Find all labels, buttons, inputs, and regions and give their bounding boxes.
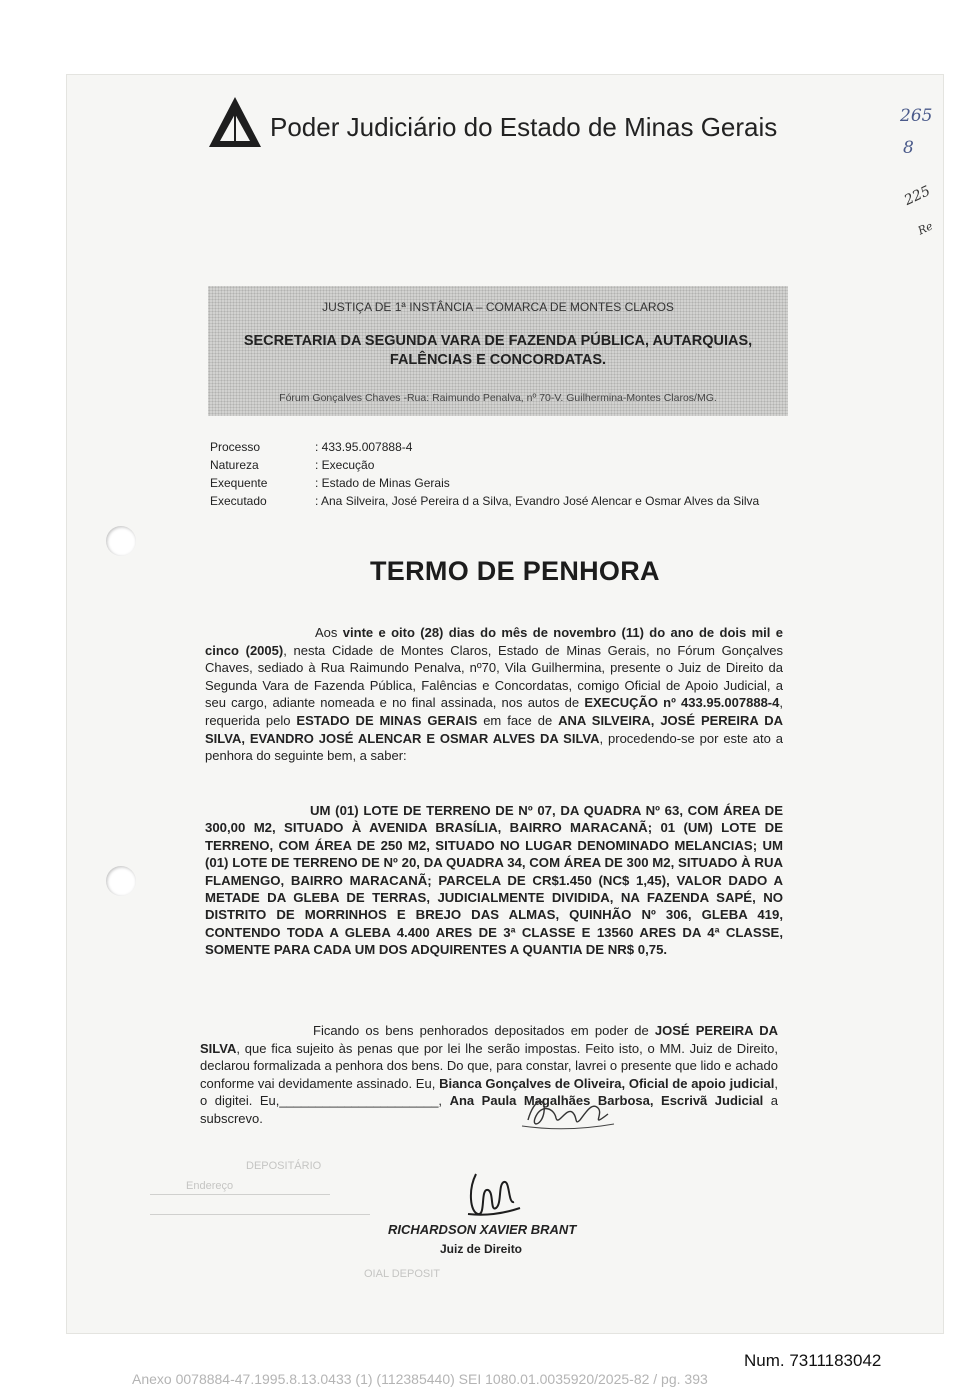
case-info-value: : Execução — [315, 458, 375, 472]
handwritten-initials: Re — [915, 219, 935, 238]
case-info-row — [210, 476, 810, 494]
case-info-row — [210, 440, 810, 458]
banner-address: Fórum Gonçalves Chaves -Rua: Raimundo Penalva, nº 70-V. Guilhermina-Montes Claros/MG. — [279, 392, 717, 404]
handwritten-sheet-number: 225 — [901, 183, 933, 209]
judge-name: RICHARDSON XAVIER BRANT — [388, 1222, 577, 1237]
handwritten-mark: 8 — [903, 138, 914, 158]
court-logo-icon — [206, 94, 264, 150]
paragraph-closing — [200, 1022, 778, 1128]
case-info-label: Executado — [210, 494, 267, 508]
judge-signature-icon — [458, 1168, 524, 1220]
paragraph-property-description: UM (01) LOTE DE TERRENO DE Nº 07, DA QUADRA Nº 63, COM ÁREA DE 300,00 M2, SITUADO À AVENIDA BRASÍLIA, BAIRRO MARACANÃ; 01 (UM) LOTE DE TERRENO, COM ÁREA DE 250 M2, SITUADO NO LUGAR DENOMINADO MELANCIAS; UM (01) LOTE DE TERRENO DE Nº 20, DA QUADRA 34, COM ÁREA DE 300 M2, SITUADO À RUA FLAMENGO, BAIRRO MARACANÃ; PARCELA DE CR$1.450 (NC$ 1,45), VALOR DADO A METADE DA GLEBA DE TERRAS, JUDICIALMENTE DIVIDIDA, NA FAZENDA SAPÉ, NO DISTRITO DE MORRINHOS E BREJO DAS ALMAS, QUINHÃO Nº 306, GLEBA 419, CONTENDO TODA A GLEBA 4.400 ARES DE 3ª CLASSE E 13560 ARES DA 4ª CLASSE, SOMENTE PARA CADA UM DOS ADQUIRENTES A QUANTIA DE NR$ 0,75. — [205, 803, 783, 958]
case-info-row — [210, 458, 810, 476]
text-run-bold: ESTADO DE MINAS GERAIS — [296, 712, 478, 728]
annex-footer: Anexo 0078884-47.1995.8.13.0433 (1) (112385440) SEI 1080.01.0035920/2025-82 / pg. 393 — [132, 1371, 708, 1387]
text-run-bold: JOSÉ PEREIRA DA SILVA — [200, 1023, 778, 1056]
punch-hole-bottom — [106, 866, 136, 896]
case-info-label: Natureza — [210, 458, 259, 472]
text-run-bold: EXECUÇÃO nº 433.95.007888-4 — [584, 695, 780, 711]
document-number: Num. 7311183042 — [744, 1351, 882, 1370]
bleed-through-text: OIAL DEPOSIT — [364, 1268, 441, 1280]
text-run: , nesta Cidade de Montes Claros, Estado de Minas Gerais, no Fórum Gonçalves Chaves, sediado à Rua Raimundo Penalva, nº70, Vila Guilhermina, presente o Juiz de Direito da Segunda Vara de Fazenda Pública, Falências e Concordatas, comigo Oficial de Apoio Judicial, a seu cargo, adiante nomeada e no final assinada, nos autos de — [205, 642, 783, 711]
case-info — [210, 440, 810, 512]
text-run: Ficando os bens penhorados depositados em poder de — [313, 1023, 649, 1038]
case-info-label: Exequente — [210, 476, 268, 490]
bleed-through-text: Endereço — [186, 1180, 234, 1192]
text-run: , o digitei. Eu,______________________, — [200, 1075, 778, 1109]
court-banner — [208, 286, 788, 416]
text-run: , procedendo-se por este ato a penhora do seguinte bem, a saber: — [205, 730, 783, 764]
text-run-bold: Ana Paula Magalhães Barbosa, Escrivã Judicial — [449, 1093, 764, 1109]
banner-secretariat: SECRETARIA DA SEGUNDA VARA DE FAZENDA PÚBLICA, AUTARQUIAS, FALÊNCIAS E CONCORDATAS. — [243, 333, 753, 368]
text-run-bold: vinte e oito (28) dias do mês de novembro (11) do ano de dois mil e cinco (2005) — [205, 625, 783, 658]
text-run: Aos — [315, 625, 338, 640]
banner-jurisdiction: JUSTIÇA DE 1ª INSTÂNCIA – COMARCA DE MONTES CLAROS — [322, 300, 674, 314]
text-run: , requerida pelo — [205, 695, 783, 728]
handwritten-page-number: 265 — [900, 106, 933, 126]
clerk-signature-icon — [520, 1090, 616, 1134]
case-info-value: : Ana Silveira, José Pereira d a Silva, Evandro José Alencar e Osmar Alves da Silva — [315, 494, 760, 508]
text-run: em face de — [483, 712, 553, 728]
text-run: a subscrevo. — [200, 1093, 778, 1126]
document-title: TERMO DE PENHORA — [370, 556, 660, 586]
case-info-label: Processo — [210, 440, 261, 454]
bleed-through-text: DEPOSITÁRIO — [246, 1160, 322, 1172]
case-info-value: : Estado de Minas Gerais — [315, 476, 450, 490]
text-run-bold: ANA SILVEIRA, JOSÉ PEREIRA DA SILVA, EVANDRO JOSÉ ALENCAR E OSMAR ALVES DA SILVA — [205, 712, 783, 746]
paragraph-opening — [205, 624, 783, 765]
case-info-value: : 433.95.007888-4 — [315, 440, 413, 454]
bleed-through-line — [150, 1214, 370, 1215]
case-info-row — [210, 494, 810, 512]
text-run-bold: Bianca Gonçalves de Oliveira, Oficial de apoio judicial — [439, 1075, 775, 1091]
text-run: , que fica sujeito às penas que por lei lhe serão impostas. Feito isto, o MM. Juiz de Direito, declarou formalizada a penhora dos bens. Do que, para constar, lavrei o presente que lido e achado conforme vai devidamente assinado. Eu, — [200, 1040, 778, 1091]
punch-hole-top — [106, 526, 136, 556]
bleed-through-line — [150, 1194, 330, 1195]
court-name: Poder Judiciário do Estado de Minas Gerais — [270, 112, 778, 142]
judge-role: Juiz de Direito — [440, 1242, 523, 1256]
